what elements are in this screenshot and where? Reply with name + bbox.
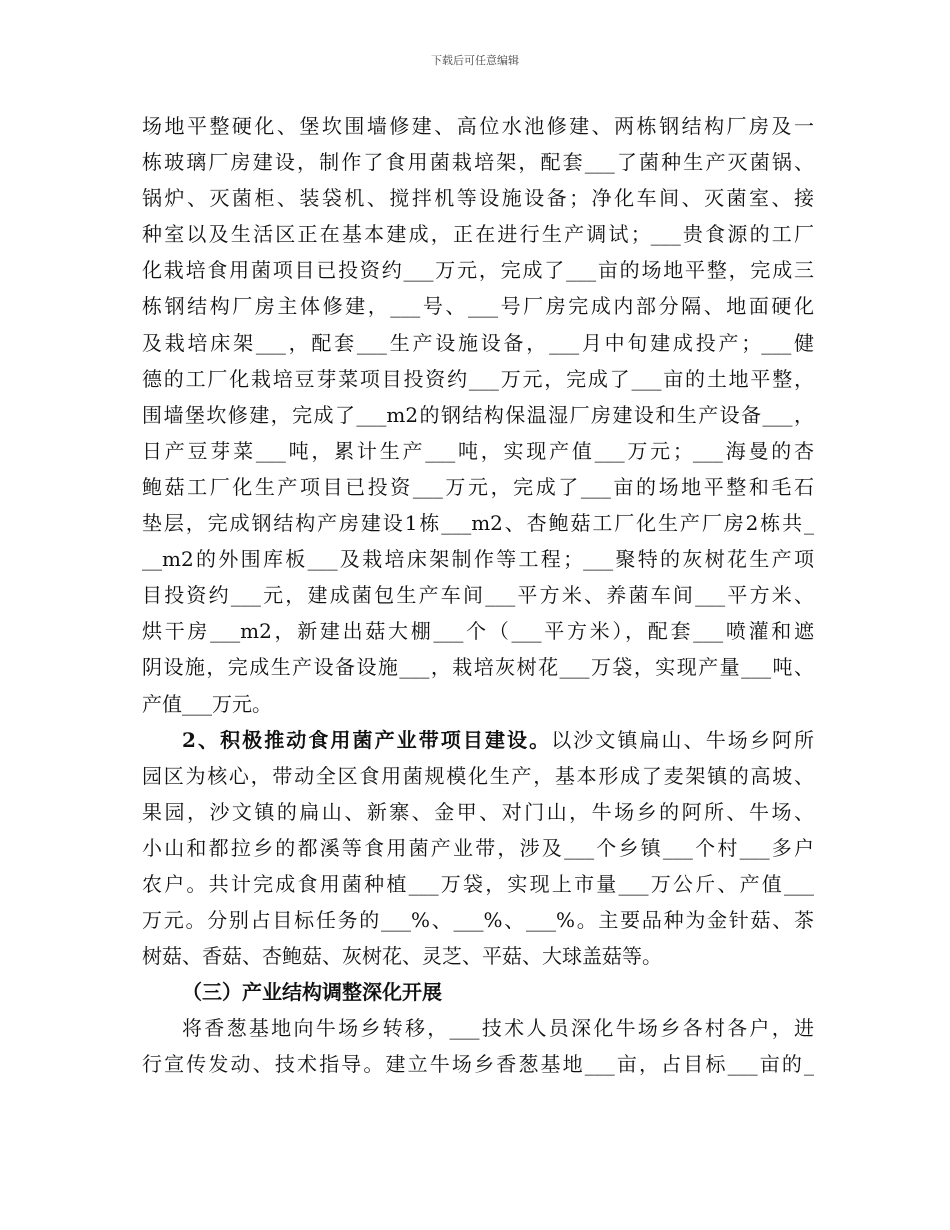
- text-line: 将香葱基地向牛场乡转移，___技术人员深化牛场乡各村各户，进: [182, 1016, 814, 1041]
- text-line: 场地平整硬化、堡坎围墙修建、高位水池修建、两栋钢结构厂房及一: [142, 114, 814, 138]
- text-line: 小山和都拉乡的都溪等食用菌产业带，涉及___个乡镇___个村___多户: [142, 835, 814, 860]
- text-line: 烘干房___m2，新建出菇大棚___个（___平方米），配套___喷灌和遮: [142, 619, 814, 644]
- text-line: 产值___万元。: [142, 691, 272, 716]
- text-line: 垫层，完成钢结构产房建设1栋___m2、杏鲍菇工厂化生产厂房2栋共_: [142, 511, 814, 536]
- text-line: 栋玻璃厂房建设，制作了食用菌栽培架，配套___了菌种生产灭菌锅、: [142, 150, 814, 175]
- subsection-lead-text: 以沙文镇扁山、牛场乡阿所: [551, 727, 814, 752]
- subsection-title: 2、积极推动食用菌产业带项目建设。: [182, 727, 552, 752]
- text-line: 果园，沙文镇的扁山、新寨、金甲、对门山，牛场乡的阿所、牛场、: [142, 799, 814, 824]
- text-line: 日产豆芽菜___吨，累计生产___吨，实现产值___万元；___海曼的杏: [142, 438, 814, 463]
- section-heading: （三）产业结构调整深化开展: [182, 980, 442, 1005]
- text-line: 鲍菇工厂化生产项目已投资___万元，完成了___亩的场地平整和毛石: [142, 474, 814, 499]
- section-3: [142, 974, 814, 1082]
- text-line: 种室以及生活区正在基本建成，正在进行生产调试；___贵食源的工厂: [142, 222, 814, 247]
- page-header: 下载后可任意编辑: [431, 54, 519, 67]
- text-line: 及栽培床架___，配套___生产设施设备，___月中旬建成投产；___健: [142, 330, 814, 355]
- text-line: 行宣传发动、技术指导。建立牛场乡香葱基地___亩，占目标___亩的_: [142, 1052, 814, 1077]
- text-line: 农户。共计完成食用菌种植___万袋，实现上市量___万公斤、产值___: [142, 871, 814, 896]
- text-line: 园区为核心，带动全区食用菌规模化生产，基本形成了麦架镇的高坡、: [142, 763, 814, 788]
- text-line: 阴设施，完成生产设备设施___，栽培灰树花___万袋，实现产量___吨、: [142, 655, 814, 680]
- text-line: 德的工厂化栽培豆芽菜项目投资约___万元，完成了___亩的土地平整，: [142, 366, 814, 391]
- paragraph-2: [142, 722, 814, 975]
- paragraph-1: [142, 108, 814, 722]
- text-line: 锅炉、灭菌柜、装袋机、搅拌机等设施设备；净化车间、灭菌室、接: [142, 186, 814, 211]
- text-line: 树菇、香菇、杏鲍菇、灰树花、灵芝、平菇、大球盖菇等。: [142, 944, 662, 969]
- document-body: [142, 108, 814, 1083]
- text-line: 目投资约___元，建成菌包生产车间___平方米、养菌车间___平方米、: [142, 583, 814, 608]
- text-line: 化栽培食用菌项目已投资约___万元，完成了___亩的场地平整，完成三: [142, 258, 814, 283]
- text-line: 万元。分别占目标任务的___%、___%、___%。主要品种为金针菇、茶: [142, 908, 814, 933]
- text-line: 栋钢结构厂房主体修建，___号、___号厂房完成内部分隔、地面硬化: [142, 294, 814, 319]
- text-line: 围墙堡坎修建，完成了___m2的钢结构保温湿厂房建设和生产设备___，: [142, 402, 814, 427]
- text-line: __m2的外围库板___及栽培床架制作等工程；___聚特的灰树花生产项: [142, 547, 814, 572]
- text-line: [142, 722, 814, 758]
